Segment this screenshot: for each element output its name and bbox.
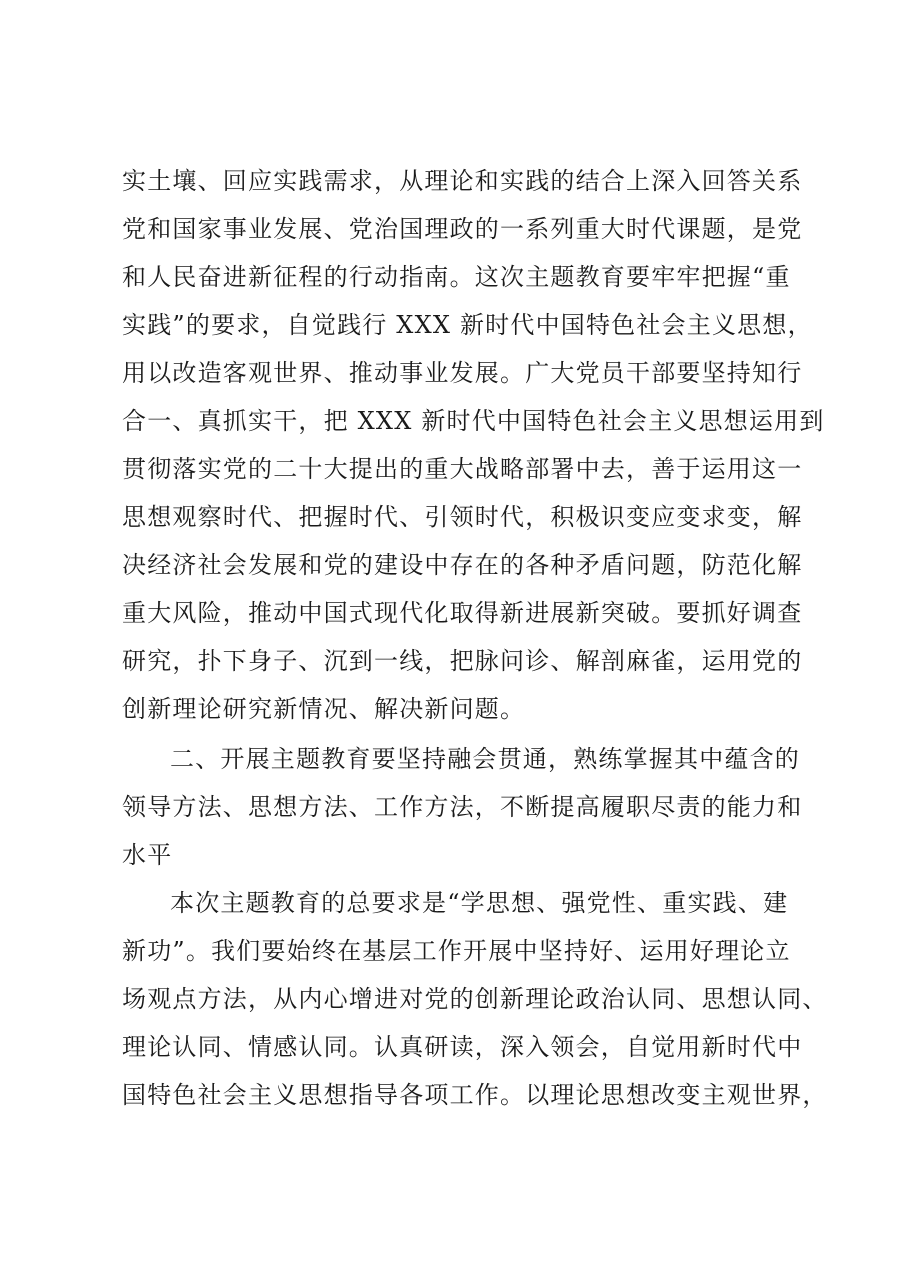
section-heading-line: 水平 [122,841,173,869]
body-text-line: 贯彻落实党的二十大提出的重大战略部署中去，善于运用这一 [122,455,803,483]
body-text-line: 新功”。我们要始终在基层工作开展中坚持好、运用好理论立 [122,937,791,965]
body-text-line: 用以改造客观世界、推动事业发展。广大党员干部要坚持知行 [122,359,803,387]
section-heading-line: 领导方法、思想方法、工作方法，不断提高履职尽责的能力和 [122,793,803,821]
body-text-line: 和人民奋进新征程的行动指南。这次主题教育要牢牢把握“重 [122,263,791,291]
body-text-line: 创新理论研究新情况、解决新问题。 [122,695,526,723]
body-text-line: 实土壤、回应实践需求，从理论和实践的结合上深入回答关系 [122,167,803,195]
body-text-line: 实践”的要求，自觉践行 XXX 新时代中国特色社会主义思想， [122,311,813,339]
body-text-line: 本次主题教育的总要求是“学思想、强党性、重实践、建 [170,889,789,917]
body-text-line: 研究，扑下身子、沉到一线，把脉问诊、解剖麻雀，运用党的 [122,647,803,675]
body-text-line: 党和国家事业发展、党治国理政的一系列重大时代课题，是党 [122,215,803,243]
body-text-line: 重大风险，推动中国式现代化取得新进展新突破。要抓好调查 [122,599,803,627]
body-text-line: 国特色社会主义思想指导各项工作。以理论思想改变主观世界， [122,1081,828,1109]
body-text-line: 思想观察时代、把握时代、引领时代，积极识变应变求变，解 [122,503,803,531]
body-text-line: 决经济社会发展和党的建设中存在的各种矛盾问题，防范化解 [122,551,803,579]
section-heading-line: 二、开展主题教育要坚持融会贯通，熟练掌握其中蕴含的 [170,745,800,773]
body-text-line: 场观点方法，从内心增进对党的创新理论政治认同、思想认同、 [122,985,828,1013]
body-text-line: 理论认同、情感认同。认真研读，深入领会，自觉用新时代中 [122,1033,803,1061]
body-text-line: 合一、真抓实干，把 XXX 新时代中国特色社会主义思想运用到 [122,407,825,435]
